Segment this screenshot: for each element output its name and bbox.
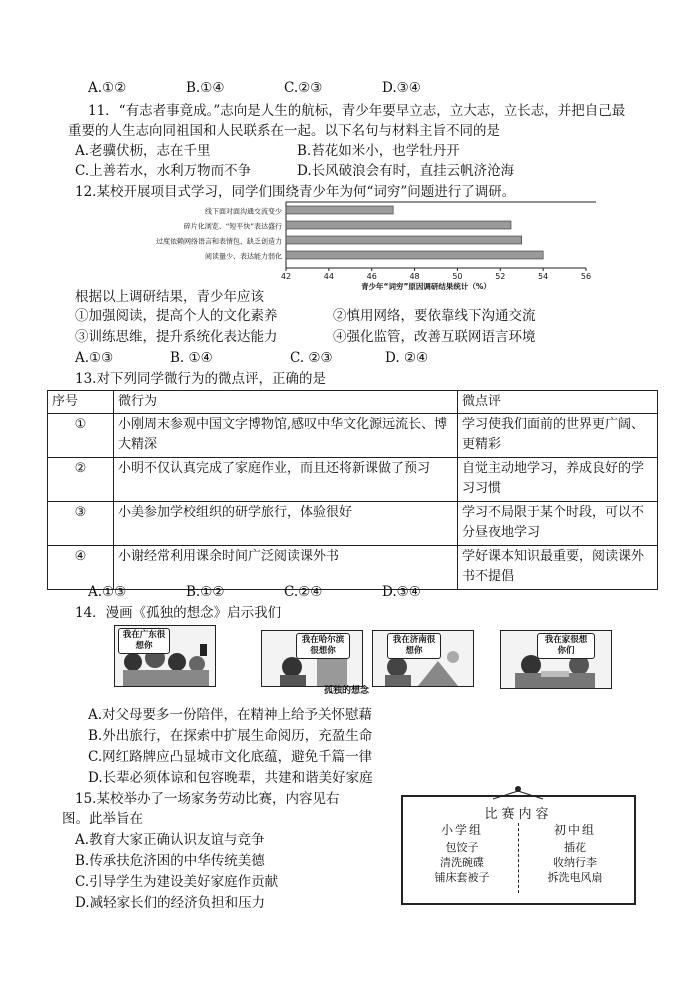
header-comment: 微点评 [458, 391, 658, 414]
q15-stem-line2: 图。此举旨在 [62, 811, 143, 827]
q15-stem-line1: 15.某校举办了一场家务劳动比赛，内容见右 [75, 791, 340, 807]
x-tick-label: 50 [452, 272, 463, 281]
poster-middle-item: 拆洗电风扇 [547, 871, 603, 884]
row-comment: 学习不局限于某个时段，可以不分昼夜地学习 [458, 502, 658, 546]
table-row [48, 414, 658, 458]
q11-stem-line2: 重要的人生志向同祖国和人民联系在一起。以下名句与材料主旨不同的是 [68, 123, 500, 139]
q12-statement-2: ②慎用网络，要依靠线下沟通交流 [333, 308, 536, 324]
category-label: 线下面对面沟通交流变少 [205, 207, 282, 216]
row-comment: 自觉主动地学习，养成良好的学习习惯 [458, 458, 658, 502]
speech-bubble: 我在济南很想你 [387, 633, 441, 659]
comic-panel-4 [500, 630, 612, 689]
category-label: 过度依赖网络语言和表情包，缺乏创造力 [156, 237, 282, 246]
q13-option-d: D.③④ [382, 584, 421, 600]
table-header-row [48, 391, 658, 414]
competition-poster [401, 795, 636, 905]
row-no: ③ [48, 502, 114, 546]
poster-primary-item: 铺床套被子 [434, 871, 490, 884]
q10-option-d: D.③④ [382, 80, 421, 96]
q14-comic [114, 625, 614, 695]
q11-option-b: B.苔花如米小，也学牡丹开 [297, 143, 460, 159]
poster-title: 比赛内容 [484, 807, 553, 822]
poster-divider [518, 823, 519, 893]
comic-caption: 孤独的想念 [324, 686, 370, 696]
row-comment: 学习使我们面前的世界更广阔、更精彩 [458, 414, 658, 458]
q12-option-b: B. ①④ [170, 350, 213, 366]
comic-panel-2 [261, 630, 363, 687]
x-tick-label: 42 [280, 272, 292, 281]
q12-statement-4: ④强化监管，改善互联网语言环境 [333, 329, 536, 345]
q11-option-c: C.上善若水，水利万物而不争 [75, 163, 252, 179]
q12-statement-3: ③训练思维，提升系统化表达能力 [75, 329, 278, 345]
poster-primary-group [407, 823, 517, 885]
bar [286, 221, 511, 229]
q14-option-d: D.长辈必须体谅和包容晚辈，共建和谐美好家庭 [88, 770, 373, 786]
row-behavior: 小美参加学校组织的研学旅行，体验很好 [114, 502, 458, 546]
poster-hanger-icon [403, 785, 634, 805]
q14-option-a: A.对父母要多一份陪伴，在精神上给予关怀慰藉 [88, 707, 373, 723]
q12-after: 根据以上调研结果，青少年应该 [75, 289, 264, 305]
q11-stem-line1: 11．“有志者事竟成。”志向是人生的航标，青少年要早立志，立大志，立长志，并把自己最 [88, 103, 626, 119]
category-label: 阅读量少、表达能力弱化 [205, 252, 282, 261]
comic-panel-3 [372, 630, 474, 687]
bar [286, 236, 522, 244]
q13-option-c: C.②④ [284, 584, 323, 600]
poster-middle-title: 初中组 [553, 823, 596, 837]
q12-bar-chart [150, 200, 610, 291]
q11-option-a: A.老骥伏枥，志在千里 [75, 143, 211, 159]
q15-option-a: A.教育大家正确认识友谊与竞争 [75, 832, 265, 848]
header-behavior: 微行为 [114, 391, 458, 414]
q12-option-a: A.①③ [75, 350, 114, 366]
row-no: ② [48, 458, 114, 502]
x-tick-label: 56 [580, 272, 592, 281]
row-no: ① [48, 414, 114, 458]
x-tick-label: 44 [323, 272, 334, 281]
row-behavior: 小明不仅认真完成了家庭作业，而且还将新课做了预习 [114, 458, 458, 502]
comic-panel-1 [114, 625, 216, 687]
q13-table [47, 390, 658, 590]
speech-bubble: 我在哈尔滨很想你 [296, 633, 350, 659]
q14-option-c: C.网红路牌应凸显城市文化底蕴，避免千篇一律 [88, 749, 373, 765]
category-label: 碎片化浏览、“短平快”表达盛行 [183, 222, 282, 231]
table-row [48, 502, 658, 546]
speech-bubble: 我在广东很想你 [118, 628, 170, 654]
x-tick-label: 52 [495, 272, 506, 281]
table-row [48, 546, 658, 590]
x-tick-label: 48 [409, 272, 420, 281]
q10-option-c: C.②③ [284, 80, 323, 96]
q15-option-d: D.减轻家长们的经济负担和压力 [75, 895, 266, 911]
q10-option-a: A.①② [88, 80, 127, 96]
speech-bubble: 我在家很想你们 [537, 633, 595, 659]
table-row [48, 458, 658, 502]
poster-primary-item: 清洗碗碟 [440, 856, 484, 869]
q14-stem: 14．漫画《孤独的想念》启示我们 [75, 605, 282, 621]
poster-middle-item: 收纳行李 [553, 856, 597, 869]
q13-option-a: A.①③ [88, 584, 127, 600]
q12-stem: 12.某校开展项目式学习，同学们围绕青少年为何“词穷”问题进行了调研。 [75, 184, 516, 200]
q14-option-b: B.外出旅行，在探索中扩展生命阅历，充盈生命 [88, 728, 373, 744]
poster-primary-item: 包饺子 [445, 841, 479, 854]
row-behavior: 小谢经常利用课余时间广泛阅读课外书 [114, 546, 458, 590]
q12-option-d: D. ②④ [385, 350, 429, 366]
poster-middle-item: 插花 [564, 841, 586, 854]
poster-middle-group [520, 823, 630, 885]
row-comment: 学好课本知识最重要，阅读课外书不提倡 [458, 546, 658, 590]
row-no: ④ [48, 546, 114, 590]
bar [286, 251, 543, 259]
q13-stem: 13.对下列同学微行为的微点评，正确的是 [75, 371, 326, 387]
chart-title: 青少年“词穷”原因调研结果统计（%） [361, 282, 491, 291]
x-tick-label: 54 [538, 272, 549, 281]
poster-primary-title: 小学组 [440, 823, 483, 837]
q11-option-d: D.长风破浪会有时，直挂云帆济沧海 [297, 163, 515, 179]
q10-option-b: B.①④ [186, 80, 225, 96]
q12-statement-1: ①加强阅读，提高个人的文化素养 [75, 308, 278, 324]
row-behavior: 小刚周末参观中国文字博物馆,感叹中华文化源远流长、博大精深 [114, 414, 458, 458]
q13-option-b: B.①② [186, 584, 225, 600]
bar [286, 206, 393, 214]
q15-option-c: C.引导学生为建设美好家庭作贡献 [75, 874, 279, 890]
x-tick-label: 46 [366, 272, 377, 281]
q12-option-c: C. ②③ [290, 350, 333, 366]
header-no: 序号 [48, 391, 114, 414]
q15-option-b: B.传承扶危济困的中华传统美德 [75, 853, 265, 869]
